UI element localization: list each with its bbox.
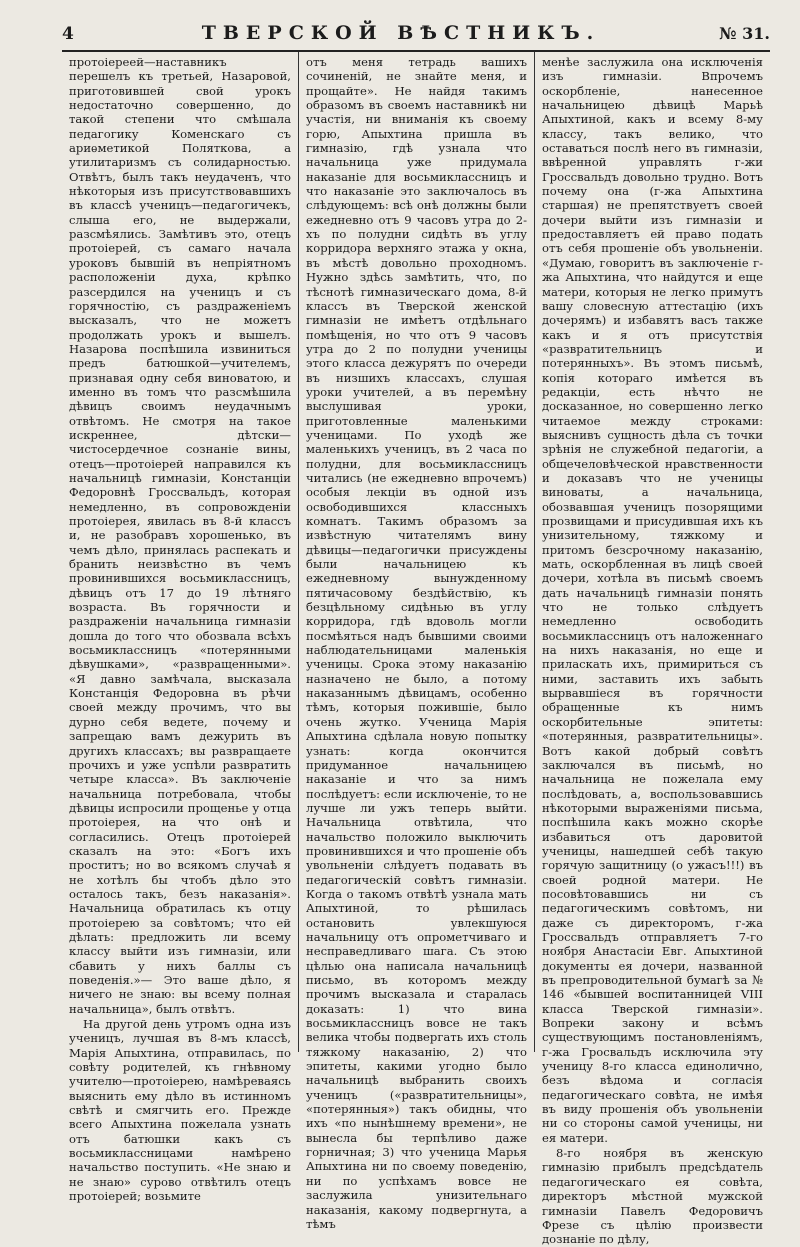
page-number: 4 (62, 24, 74, 44)
article-columns (62, 52, 770, 1247)
issue-number: № 31. (719, 24, 770, 43)
paragraph: отъ меня тетрадь вашихъ сочиненій, не знайте меня, и прощайте». Не найдя такимъ образомъ въ своемъ наставникѣ ни участія, ни вниманія къ своему горю, Апыхтина пришла въ гимназію, гдѣ узнала что начальница уже придумала наказаніе для восьмиклассницъ и что наказаніе это заключалось въ слѣдующемъ: всѣ онѣ должны были ежедневно отъ 9 часовъ утра до 2-хъ по полудни сидѣть въ углу корридора верхняго этажа у окна, въ мѣстѣ довольно проходномъ. Нужно здѣсь замѣтить, что, по тѣснотѣ гимназическаго дома, 8-й классъ въ Тверской женской гимназіи не имѣетъ отдѣльнаго помѣщенія, но что отъ 9 часовъ утра до 2 по полудни ученицы этого класса дежурятъ по очереди въ низшихъ классахъ, слушая уроки учителей, а въ перемѣну выслушивая уроки, приготовленные маленькими ученицами. По уходѣ же маленькихъ ученицъ, въ 2 часа по полудни, для восьмиклассницъ читались (не ежедневно впрочемъ) особыя лекціи въ одной изъ освободившихся классныхъ комнатъ. Такимъ образомъ за извѣстную читателямъ вину дѣвицы—педагогички присуждены были начальницею къ ежедневному вынужденному пятичасовому бездѣйствію, къ безцѣльному сидѣнью въ углу корридора, гдѣ вдоволь могли посмѣяться надъ бывшими своими наблюдательницами маленькія ученицы. Срока этому наказанію назначено не было, а потому наказаннымъ дѣвицамъ, особенно тѣмъ, которыя пожившіе, было очень жутко. Ученица Марія Апыхтина сдѣлала новую попытку узнать: когда окончится придуманное начальницею наказаніе и что за нимъ послѣдуетъ: если исключеніе, то не лучше ли ужъ теперь выйти. Начальница отвѣтила, что начальство положило выключить провинившихся и что прошеніе объ увольненіи слѣдуетъ подавать въ педагогическій совѣтъ гимназіи. Когда о такомъ отвѣтѣ узнала мать Апыхтиной, то рѣшилась остановить увлекшуюся начальницу отъ опрометчиваго и несправедливаго шага. Съ этою цѣлью она написала начальницѣ письмо, въ которомъ между прочимъ высказала и старалась доказать: 1) что вина восьмиклассницъ вовсе не такъ велика чтобы подвергать ихъ столь тяжкому наказанію, 2) что эпитеты, какими угодно было начальницѣ выбранить своихъ ученицъ («развратительницы», «потерянныя») такъ обидны, что ихъ «по нынѣшнему времени», не вынесла бы терпѣливо даже горничная; 3) что ученица Марья Апыхтина ни по своему поведенію, ни по успѣхамъ вовсе не заслужила унизительнаго наказанія, какому подвергнута, а тѣмъ (306, 55, 527, 1231)
paragraph: На другой день утромъ одна изъ ученицъ, лучшая въ 8-мъ классѣ, Марія Апыхтина, отправилась, по совѣту родителей, къ гнѣвному учителю—протоіерею, намѣреваясь выяснить ему дѣло въ истинномъ свѣтѣ и смягчить его. Прежде всего Апыхтина пожелала узнать отъ батюшки какъ съ восьмиклассницами намѣрено начальство поступить. «Не знаю и не знаю» сурово отвѣтилъ отецъ протоіерей; возьмите (69, 1017, 291, 1204)
column-3 (534, 52, 770, 1247)
column-1 (62, 52, 298, 1204)
paragraph: 8-го ноября въ женскую гимназію прибылъ предсѣдатель педагогическаго ея совѣта, директоръ мѣстной мужской гимназіи Павелъ Федоровичъ Фрезе съ цѣлію произвести дознаніе по дѣлу, (542, 1146, 763, 1247)
newspaper-title: ТВЕРСКОЙ ВѢСТНИКЪ. (201, 22, 601, 44)
paragraph: протоіереей—наставникъ перешелъ къ третьей, Назаровой, приготовившей свой урокъ недостаточно совершенно, до такой степени что смѣшала педагогику Коменскаго съ ариѳметикой Поляткова, а утилитаризмъ съ солидарностью. Отвѣтъ, былъ такъ неудаченъ, что нѣкоторыя изъ присутствовавшихъ въ классѣ ученицъ—педагогичекъ, слыша его, не выдержали, разсмѣялись. Замѣтивъ это, отецъ протоіерей, съ самаго начала уроковъ бывшій въ непріятномъ расположеніи духа, крѣпко разсердился на ученицъ и съ горячностію, съ раздраженіемъ высказалъ, что не можетъ продолжать урокъ и вышелъ. Назарова поспѣшила извиниться предъ батюшкой—учителемъ, признавая одну себя виноватою, и именно въ томъ что разсмѣшила дѣвицъ своимъ неудачнымъ отвѣтомъ. Не смотря на такое искреннее, дѣтски—чистосердечное сознаніе вины, отецъ—протоіерей направился къ начальницѣ гимназіи, Констанціи Федоровнѣ Гроссвальдъ, которая немедленно, въ сопровожденіи протоіерея, явилась въ 8-й классъ и, не разобравъ хорошенько, въ чемъ дѣло, принялась распекать и бранить неизвѣстно въ чемъ провинившихся восьмиклассницъ, дѣвицъ отъ 17 до 19 лѣтняго возраста. Въ горячности и раздраженіи начальница гимназіи дошла до того что обозвала всѣхъ восьмиклассницъ «потерянными дѣвушками», «развращенными». «Я давно замѣчала, высказала Констанція Федоровна въ рѣчи своей между прочимъ, что вы дурно себя ведете, почему и запрещаю вамъ дежурить въ другихъ классахъ; вы развращаете прочихъ и уже успѣли развратить четыре класса». Въ заключеніе начальница потребовала, чтобы дѣвицы испросили прощенье у отца протоіерея, на что онѣ и согласились. Отецъ протоіерей сказалъ на это: «Богъ ихъ проститъ; но во всякомъ случаѣ я не хотѣлъ бы чтобъ дѣло это осталось такъ, безъ наказанія». Начальница обратилась къ отцу протоіерею за совѣтомъ; что ей дѣлать: предложить ли всему классу выйти изъ гимназіи, или сбавить у нихъ баллы съ поведенія.»— Это ваше дѣло, я ничего не знаю: вы всему полная начальница», былъ отвѣтъ. (69, 55, 291, 1016)
column-2 (298, 52, 534, 1231)
paragraph: менѣе заслужила она исключенія изъ гимназіи. Впрочемъ оскорбленіе, нанесенное начальницею дѣвицѣ Марьѣ Апыхтиной, какъ и всему 8-му классу, такъ велико, что оставаться послѣ него въ гимназіи, ввѣренной управлять г-жи Гроссвальдъ довольно трудно. Вотъ почему она (г-жа Апыхтина старшая) не препятствуетъ своей дочери выйти изъ гимназіи и предоставляетъ ей право подать отъ себя прошеніе объ увольненіи. «Думаю, говоритъ въ заключеніе г-жа Апыхтина, что найдутся и еще матери, которыя не легко примутъ вашу словесную аттестацію (ихъ дочерямъ) и избавятъ васъ также какъ и я отъ присутствія «развратительницъ и потерянныхъ». Въ этомъ письмѣ, копія котораго имѣется въ редакціи, есть нѣчто не досказанное, но совершенно легко читаемое между строками: выяснивъ сущность дѣла съ точки зрѣнія не служебной педагогіи, а общечеловѣческой нравственности и доказавъ что не ученицы виноваты, а начальница, обозвавшая ученицъ позорящими прозвищами и присудившая ихъ къ унизительному, тяжкому и притомъ безсрочному наказанію, мать, оскорбленная въ лицѣ своей дочери, хотѣла въ письмѣ своемъ дать начальницѣ гимназіи понять что не только слѣдуетъ немедленно освободить восьмиклассницъ отъ наложеннаго на нихъ наказанія, но еще и приласкать ихъ, примириться съ ними, заставить ихъ забыть вырвавшіеся въ горячности обращенные къ нимъ оскорбительные эпитеты: «потерянныя, развратительницы». Вотъ какой добрый совѣтъ заключался въ письмѣ, но начальница не пожелала ему послѣдовать, а, воспользовавшись нѣкоторыми выраженіями письма, поспѣшила какъ можно скорѣе избавиться отъ даровитой ученицы, нашедшей себѣ такую горячую защитницу (о ужасъ!!!) въ своей родной матери. Не посовѣтовавшись ни съ педагогическимъ совѣтомъ, ни даже съ директоромъ, г-жа Гроссвальдъ отправляетъ 7-го ноября Анастасіи Евг. Апыхтиной документы ея дочери, названной въ препроводительной бумагѣ за № 146 «бывшей воспитанницей VIII класса Тверской гимназіи». Вопреки закону и всѣмъ существующимъ постановленіямъ, г-жа Гросвальдъ исключила эту ученицу 8-го класса единолично, безъ вѣдома и согласія педагогическаго совѣта, не имѣя въ виду прошенія объ увольненіи ни со стороны самой ученицы, ни ея матери. (542, 55, 763, 1145)
page-header (62, 22, 770, 46)
